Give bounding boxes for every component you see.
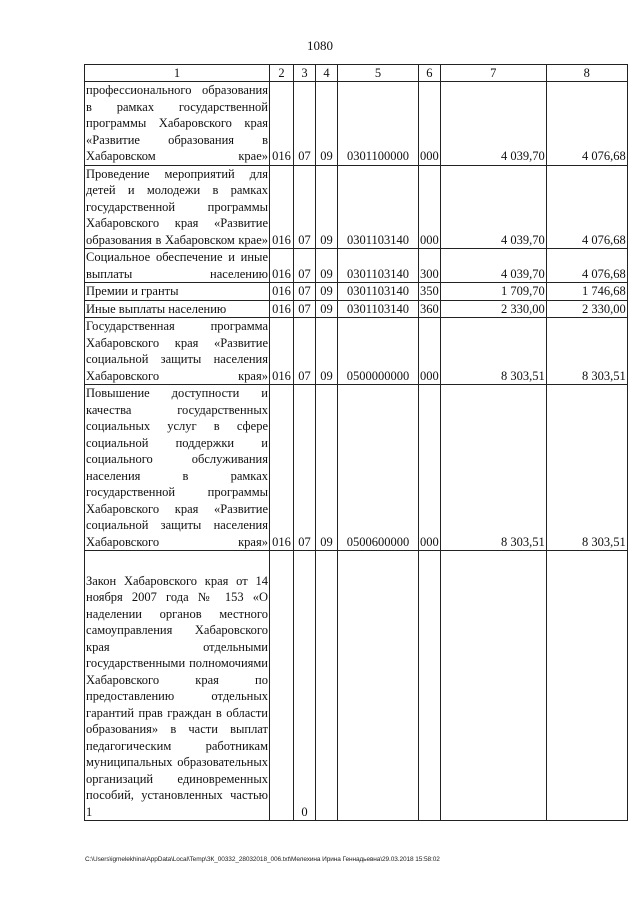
row-name: Закон Хабаровского края от 14 ноября 2007 года № 153 «О наделении органов местного самоуправления Хабаровского края отдельными государственными полномочиями Хабаровского края по предоставлению отдельных гарантий прав граждан в области образования» в части выплат педагогическим работникам муниципальных образовательных организаций единовременных пособий, установленных частью 1 [85,551,270,821]
cell-amount-1: 1 709,70 [440,283,546,301]
cell-amount-1: 2 330,00 [440,300,546,318]
file-path-footer: C:\Users\igmelekhina\AppData\Local\Temp\ЗК_00332_28032018_006.txt\Мелехина Ирина Геннадьевна\29.03.2018 15:58:02 [85,856,440,863]
cell-pr: 09 [316,385,338,551]
cell-rz: 07 [294,165,316,249]
cell-csr: 0500600000 [338,385,419,551]
cell-grbs: 016 [270,318,294,385]
cell-grbs: 016 [270,165,294,249]
cell-csr: 0301103140 [338,165,419,249]
column-header: 1 [85,65,270,82]
cell-grbs: 016 [270,249,294,283]
cell-csr: 0500000000 [338,318,419,385]
cell-vr: 300 [419,249,441,283]
cell-csr: 0301100000 [338,82,419,166]
cell-csr: 0301103140 [338,300,419,318]
cell-grbs: 016 [270,385,294,551]
cell-rz: 07 [294,82,316,166]
cell-grbs: 016 [270,283,294,301]
table-header-row [85,65,628,82]
column-header: 4 [316,65,338,82]
cell-amount-2: 1 746,68 [546,283,627,301]
table-row [85,385,628,551]
table-row [85,283,628,301]
cell-amount-2: 4 076,68 [546,165,627,249]
cell-grbs: 016 [270,300,294,318]
cell-amount-1: 8 303,51 [440,385,546,551]
cell-pr: 09 [316,283,338,301]
row-name: Повышение доступности и качества государственных социальных услуг в сфере социальной поддержки и социального обслуживания населения в рамках государственной программы Хабаровского края «Развитие социальной защиты населения Хабаровского края» [86,386,268,549]
cell-amount-1 [440,551,546,821]
cell-amount-1: 4 039,70 [440,249,546,283]
budget-table [84,64,628,821]
cell-amount-1: 4 039,70 [440,165,546,249]
cell-csr: 0301103140 [338,249,419,283]
cell-rz: 07 [294,385,316,551]
column-header: 5 [338,65,419,82]
cell-amount-1: 4 039,70 [440,82,546,166]
cell-amount-2: 8 303,51 [546,318,627,385]
row-name: Иные выплаты населению [85,300,270,318]
cell-grbs: 016 [270,82,294,166]
cell-pr: 09 [316,82,338,166]
cell-rz: 07 [294,300,316,318]
cell-amount-1: 8 303,51 [440,318,546,385]
cell-amount-2: 2 330,00 [546,300,627,318]
cell-vr [419,551,441,821]
cell-vr: 000 [419,165,441,249]
cell-rz: 0 [294,551,316,821]
cell-amount-2: 4 076,68 [546,82,627,166]
cell-rz: 07 [294,318,316,385]
table-row [85,300,628,318]
table-row [85,249,628,283]
cell-vr: 350 [420,284,439,298]
column-header: 6 [419,65,441,82]
page-number: 1080 [307,38,333,53]
column-header: 8 [546,65,627,82]
cell-csr [338,551,419,821]
table-row [85,551,628,821]
table-row [85,82,628,166]
cell-pr: 09 [316,300,338,318]
column-header: 7 [440,65,546,82]
cell-vr: 360 [420,301,439,316]
column-header: 2 [270,65,294,82]
cell-amount-2 [546,551,627,821]
table-row [85,318,628,385]
cell-amount-2: 4 076,68 [546,249,627,283]
column-header: 3 [294,65,316,82]
cell-vr: 000 [419,318,441,385]
cell-rz: 07 [294,249,316,283]
cell-csr: 0301103140 [338,283,419,301]
table-row [85,165,628,249]
row-name: Социальное обеспечение и иные выплаты населению [86,250,268,281]
cell-amount-2: 8 303,51 [546,385,627,551]
cell-pr: 09 [316,249,338,283]
row-name: Премии и гранты [85,283,270,301]
cell-vr: 000 [419,82,441,166]
cell-rz: 07 [294,283,316,301]
row-name: Проведение мероприятий для детей и молодежи в рамках государственной программы Хабаровского края «Развитие образования в Хабаровском крае» [86,166,268,247]
row-name: Государственная программа Хабаровского края «Развитие социальной защиты населения Хабаровского края» [86,319,268,383]
cell-vr: 000 [419,385,441,551]
cell-pr: 09 [316,318,338,385]
row-name: профессионального образования в рамках государственной программы Хабаровского края «Развитие образования в Хабаровском крае» [86,83,268,163]
cell-pr [316,551,338,821]
cell-grbs [270,551,294,821]
cell-pr: 09 [316,165,338,249]
